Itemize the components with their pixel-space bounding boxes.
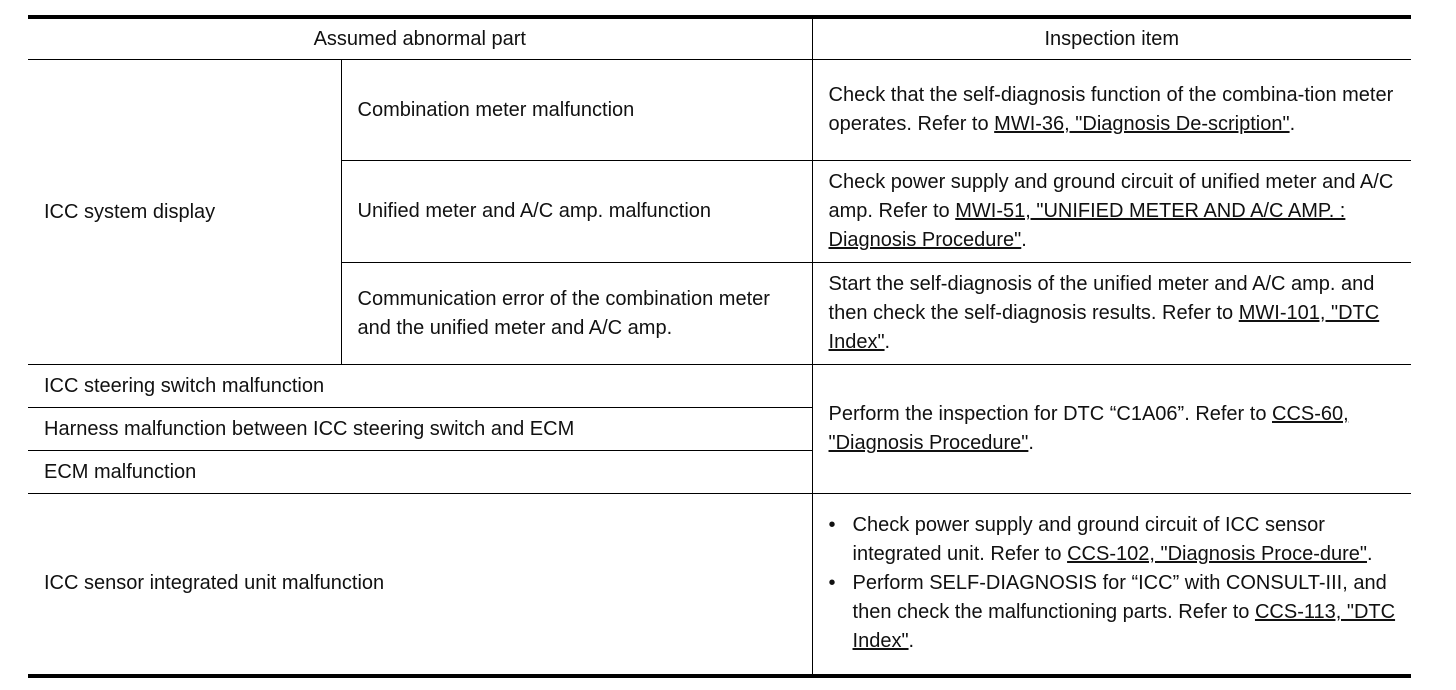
inspection-text-end: . [1366, 543, 1373, 566]
inspection-text-end: . [1028, 432, 1034, 454]
diagnosis-table [28, 15, 1411, 678]
reference-link[interactable]: MWI-51, "UNIFIED METER AND A/C AMP. : Diagnosis Procedure" [828, 200, 1346, 251]
header-inspection-item: Inspection item [812, 17, 1411, 60]
group-label-icc-display: ICC system display [28, 60, 341, 365]
inspection-text: Perform SELF-DIAGNOSIS for “ICC” with CONSULT-III, and then check the malfunctioning parts. Refer to [852, 572, 1387, 624]
inspection-bullet-list [829, 511, 1404, 656]
inspection-text-end: . [1289, 113, 1296, 135]
inspection-text-end: . [908, 630, 915, 653]
inspection-text-end: . [1021, 229, 1027, 251]
inspection-text-end: . [884, 331, 891, 353]
reference-link[interactable]: MWI-36, "Diagnosis De-scription" [994, 113, 1290, 135]
reference-link[interactable]: MWI-101, "DTC Index" [828, 302, 1380, 353]
part-cell: Unified meter and A/C amp. malfunction [341, 161, 812, 263]
table-row [28, 494, 1411, 676]
inspection-text: Check that the self-diagnosis function of the combina-tion meter operates. Refer to [828, 84, 1394, 135]
bullet-item [829, 511, 1404, 569]
inspection-cell [812, 161, 1411, 263]
part-cell: Combination meter malfunction [341, 60, 812, 161]
part-cell: ICC sensor integrated unit malfunction [28, 494, 812, 676]
table-row [28, 365, 1411, 408]
reference-link[interactable]: CCS-113, "DTC Index" [852, 601, 1396, 653]
part-cell: ECM malfunction [28, 451, 812, 494]
reference-link[interactable]: CCS-60, "Diagnosis Procedure" [828, 403, 1349, 454]
inspection-text: Check power supply and ground circuit of ICC sensor integrated unit. Refer to [852, 514, 1325, 566]
bullet-item [829, 569, 1404, 656]
table-row [28, 60, 1411, 161]
part-cell: ICC steering switch malfunction [28, 365, 812, 408]
inspection-cell [812, 60, 1411, 161]
reference-link[interactable]: CCS-102, "Diagnosis Proce-dure" [1067, 543, 1367, 566]
inspection-text: Check power supply and ground circuit of unified meter and A/C amp. Refer to [828, 171, 1394, 222]
inspection-cell [812, 494, 1411, 676]
part-cell: Harness malfunction between ICC steering switch and ECM [28, 408, 812, 451]
inspection-cell [812, 365, 1411, 494]
inspection-cell [812, 263, 1411, 365]
part-cell: Communication error of the combination meter and the unified meter and A/C amp. [341, 263, 812, 365]
inspection-text: Start the self-diagnosis of the unified meter and A/C amp. and then check the self-diagnosis results. Refer to [828, 273, 1375, 324]
header-row [28, 17, 1411, 60]
inspection-text: Perform the inspection for DTC “C1A06”. Refer to [828, 403, 1273, 425]
header-assumed-part: Assumed abnormal part [28, 17, 812, 60]
